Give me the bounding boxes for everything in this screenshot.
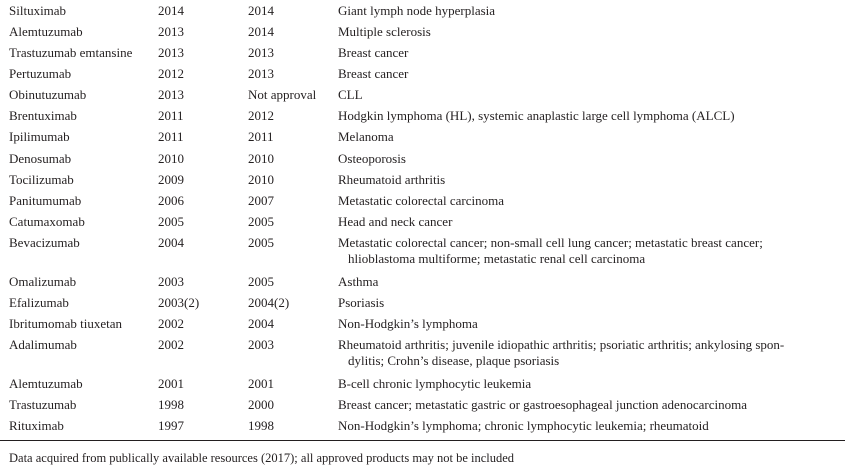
indication-line: Melanoma (338, 129, 394, 144)
indication-continuation-line: hlioblastoma multiforme; metastatic renal cell carcinoma (348, 251, 646, 266)
approval-year-2: 2007 (248, 193, 274, 208)
indication (338, 337, 843, 369)
indication-line: Breast cancer; metastatic gastric or gastroesophageal junction adenocarcinoma (338, 397, 747, 412)
indication-line: Multiple sclerosis (338, 24, 431, 39)
approval-year-1: 2005 (158, 214, 184, 229)
approval-year-2: 2001 (248, 376, 274, 391)
indication-line: B-cell chronic lymphocytic leukemia (338, 376, 532, 391)
indication (338, 24, 843, 40)
indication (338, 214, 843, 230)
approval-year-2: 1998 (248, 418, 274, 433)
indication (338, 45, 843, 61)
indication (338, 418, 843, 434)
indication-line: Giant lymph node hyperplasia (338, 3, 496, 18)
approval-year-1: 2002 (158, 337, 184, 352)
indication-continuation-line: dylitis; Crohn’s disease, plaque psoriasis (348, 353, 560, 368)
indication (338, 172, 843, 188)
antibody-name: Trastuzumab emtansine (9, 45, 133, 60)
approval-year-2: 2013 (248, 66, 274, 81)
approval-year-2: 2003 (248, 337, 274, 352)
antibody-name: Ibritumomab tiuxetan (9, 316, 123, 331)
approval-year-1: 2009 (158, 172, 184, 187)
indication-line: Hodgkin lymphoma (HL), systemic anaplastic large cell lymphoma (ALCL) (338, 108, 735, 123)
antibody-name: Ipilimumab (9, 129, 70, 144)
table-bottom-rule (0, 440, 845, 441)
indication-line: CLL (338, 87, 363, 102)
approval-year-2: 2010 (248, 172, 274, 187)
antibody-name: Obinutuzumab (9, 87, 87, 102)
approval-year-1: 1998 (158, 397, 184, 412)
indication-line: Non-Hodgkin’s lymphoma; chronic lymphocytic leukemia; rheumatoid (338, 418, 709, 433)
antibody-name: Rituximab (9, 418, 64, 433)
indication (338, 316, 843, 332)
approval-year-2: 2005 (248, 274, 274, 289)
indication-line: Metastatic colorectal carcinoma (338, 193, 505, 208)
approval-year-1: 2013 (158, 45, 184, 60)
approval-year-1: 1997 (158, 418, 184, 433)
approval-year-2: 2010 (248, 151, 274, 166)
antibody-name: Alemtuzumab (9, 24, 83, 39)
indication-line: Asthma (338, 274, 379, 289)
antibody-name: Denosumab (9, 151, 72, 166)
approval-year-1: 2013 (158, 87, 184, 102)
approval-year-1: 2010 (158, 151, 184, 166)
indication (338, 87, 843, 103)
indication-line: Rheumatoid arthritis (338, 172, 446, 187)
indication (338, 129, 843, 145)
antibody-name: Pertuzumab (9, 66, 72, 81)
indication (338, 376, 843, 392)
indication-line: Psoriasis (338, 295, 385, 310)
approval-year-1: 2006 (158, 193, 184, 208)
indication (338, 235, 843, 267)
indication-line: Head and neck cancer (338, 214, 453, 229)
approval-year-2: 2011 (248, 129, 274, 144)
antibody-name: Efalizumab (9, 295, 69, 310)
antibody-name: Adalimumab (9, 337, 77, 352)
approval-year-2: 2005 (248, 214, 274, 229)
indication-line: Breast cancer (338, 45, 409, 60)
approval-year-1: 2004 (158, 235, 184, 250)
approval-year-2: Not approval (248, 87, 317, 102)
approval-year-1: 2013 (158, 24, 184, 39)
indication (338, 108, 843, 124)
indication (338, 66, 843, 82)
approval-year-2: 2004 (248, 316, 274, 331)
approval-year-1: 2011 (158, 108, 184, 123)
indication (338, 274, 843, 290)
antibody-name: Trastuzumab (9, 397, 77, 412)
indication (338, 193, 843, 209)
approval-year-2: 2013 (248, 45, 274, 60)
indication (338, 295, 843, 311)
approval-year-2: 2004(2) (248, 295, 290, 310)
approval-year-2: 2014 (248, 3, 274, 18)
approval-year-2: 2012 (248, 108, 274, 123)
antibody-name: Panitumumab (9, 193, 82, 208)
approval-year-2: 2005 (248, 235, 274, 250)
approval-year-1: 2014 (158, 3, 184, 18)
table-footnote: Data acquired from publically available resources (2017); all approved products may not be included (9, 451, 515, 465)
approval-year-1: 2001 (158, 376, 184, 391)
approval-year-1: 2003 (158, 274, 184, 289)
approval-year-2: 2014 (248, 24, 274, 39)
indication-line: Metastatic colorectal cancer; non-small cell lung cancer; metastatic breast cancer; (338, 235, 763, 250)
antibody-name: Omalizumab (9, 274, 77, 289)
approval-year-1: 2011 (158, 129, 184, 144)
indication (338, 3, 843, 19)
approval-year-1: 2003(2) (158, 295, 200, 310)
indication-line: Breast cancer (338, 66, 409, 81)
indication (338, 397, 843, 413)
antibody-name: Tocilizumab (9, 172, 74, 187)
indication (338, 151, 843, 167)
antibody-name: Alemtuzumab (9, 376, 83, 391)
approval-year-2: 2000 (248, 397, 274, 412)
indication-line: Rheumatoid arthritis; juvenile idiopathic arthritis; psoriatic arthritis; ankylosing spon- (338, 337, 785, 352)
antibody-name: Catumaxomab (9, 214, 85, 229)
antibody-name: Siltuximab (9, 3, 67, 18)
indication-line: Non-Hodgkin’s lymphoma (338, 316, 478, 331)
antibody-name: Bevacizumab (9, 235, 80, 250)
approval-year-1: 2002 (158, 316, 184, 331)
approval-year-1: 2012 (158, 66, 184, 81)
antibody-name: Brentuximab (9, 108, 77, 123)
indication-line: Osteoporosis (338, 151, 406, 166)
